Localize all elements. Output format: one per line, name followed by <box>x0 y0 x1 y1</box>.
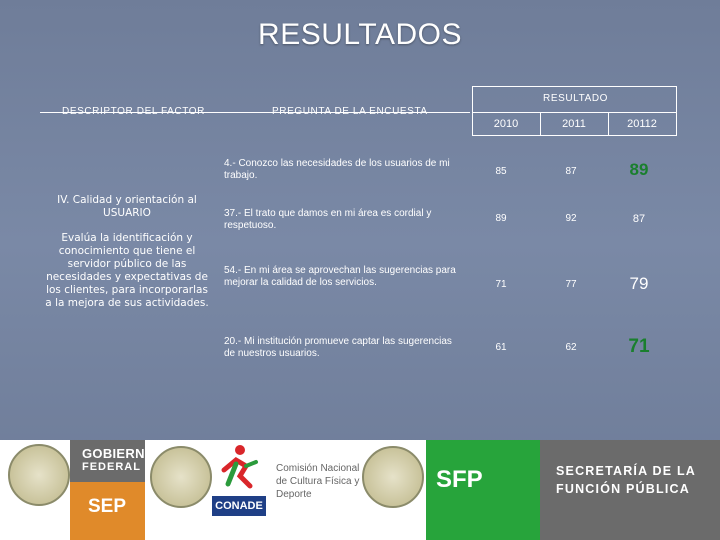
header-descriptor: DESCRIPTOR DEL FACTOR <box>62 106 205 117</box>
conade-logo <box>206 440 270 540</box>
descriptor-cell <box>42 194 212 310</box>
secretaria-logo <box>540 440 720 540</box>
federal-label: FEDERAL <box>82 461 141 473</box>
year-header-20112: 20112 <box>627 118 657 130</box>
value-cell: 61 <box>495 342 507 353</box>
header-question: PREGUNTA DE LA ENCUESTA <box>272 106 428 117</box>
value-cell: 87 <box>632 213 646 225</box>
year-header-2010: 2010 <box>493 118 519 130</box>
header-result: RESULTADO <box>543 93 609 104</box>
value-cell-large: 79 <box>629 274 649 293</box>
gobierno-federal-logo <box>70 440 156 540</box>
conade-label: CONADE <box>212 496 266 516</box>
value-cell-highlight: 71 <box>628 336 650 357</box>
secretaria-line-1: SECRETARÍA DE LA <box>556 464 697 478</box>
page-title: RESULTADOS <box>258 18 462 51</box>
question-20: 20.- Mi institución promueve captar las sugerencias de nuestros usuarios. <box>224 336 452 359</box>
value-cell: 71 <box>495 279 507 290</box>
gobierno-label: GOBIERNO <box>82 446 156 461</box>
sfp-logo <box>426 440 540 540</box>
value-cell: 77 <box>565 279 577 290</box>
value-cell: 62 <box>565 342 577 353</box>
year-divider <box>472 112 677 113</box>
question-4: 4.- Conozco las necesidades de los usuarios de mi trabajo. <box>224 158 450 181</box>
value-cell: 89 <box>495 213 507 224</box>
mexico-seal-icon <box>362 446 424 508</box>
year-separator <box>540 112 541 136</box>
sep-label: SEP <box>88 496 127 517</box>
year-separator <box>608 112 609 136</box>
conade-description: Comisión Nacional de Cultura Física y Deporte <box>276 463 360 500</box>
value-cell: 85 <box>495 166 507 177</box>
header-divider <box>40 112 470 113</box>
year-header-2011: 2011 <box>562 118 586 130</box>
sep-logo <box>70 482 145 540</box>
question-37: 37.- El trato que damos en mi área es cordial y respetuoso. <box>224 208 432 231</box>
footer-logos <box>0 440 720 540</box>
descriptor-body: Evalúa la identificación y conocimiento que tiene el servidor público de las necesidades y expectativas de los clientes, para incorporarlas a la mejora de sus actividades. <box>45 232 209 309</box>
descriptor-title: IV. Calidad y orientación al USUARIO <box>57 194 197 219</box>
value-cell: 92 <box>565 213 577 224</box>
value-cell: 87 <box>565 166 577 177</box>
secretaria-line-2: FUNCIÓN PÚBLICA <box>556 482 690 496</box>
mexico-seal-icon <box>150 446 212 508</box>
question-54: 54.- En mi área se aprovechan las sugerencias para mejorar la calidad de los servicios. <box>224 265 456 288</box>
runner-icon <box>206 440 270 496</box>
mexico-seal-icon <box>8 444 70 506</box>
sfp-label: SFP <box>436 466 483 493</box>
value-cell-highlight: 89 <box>629 160 649 179</box>
